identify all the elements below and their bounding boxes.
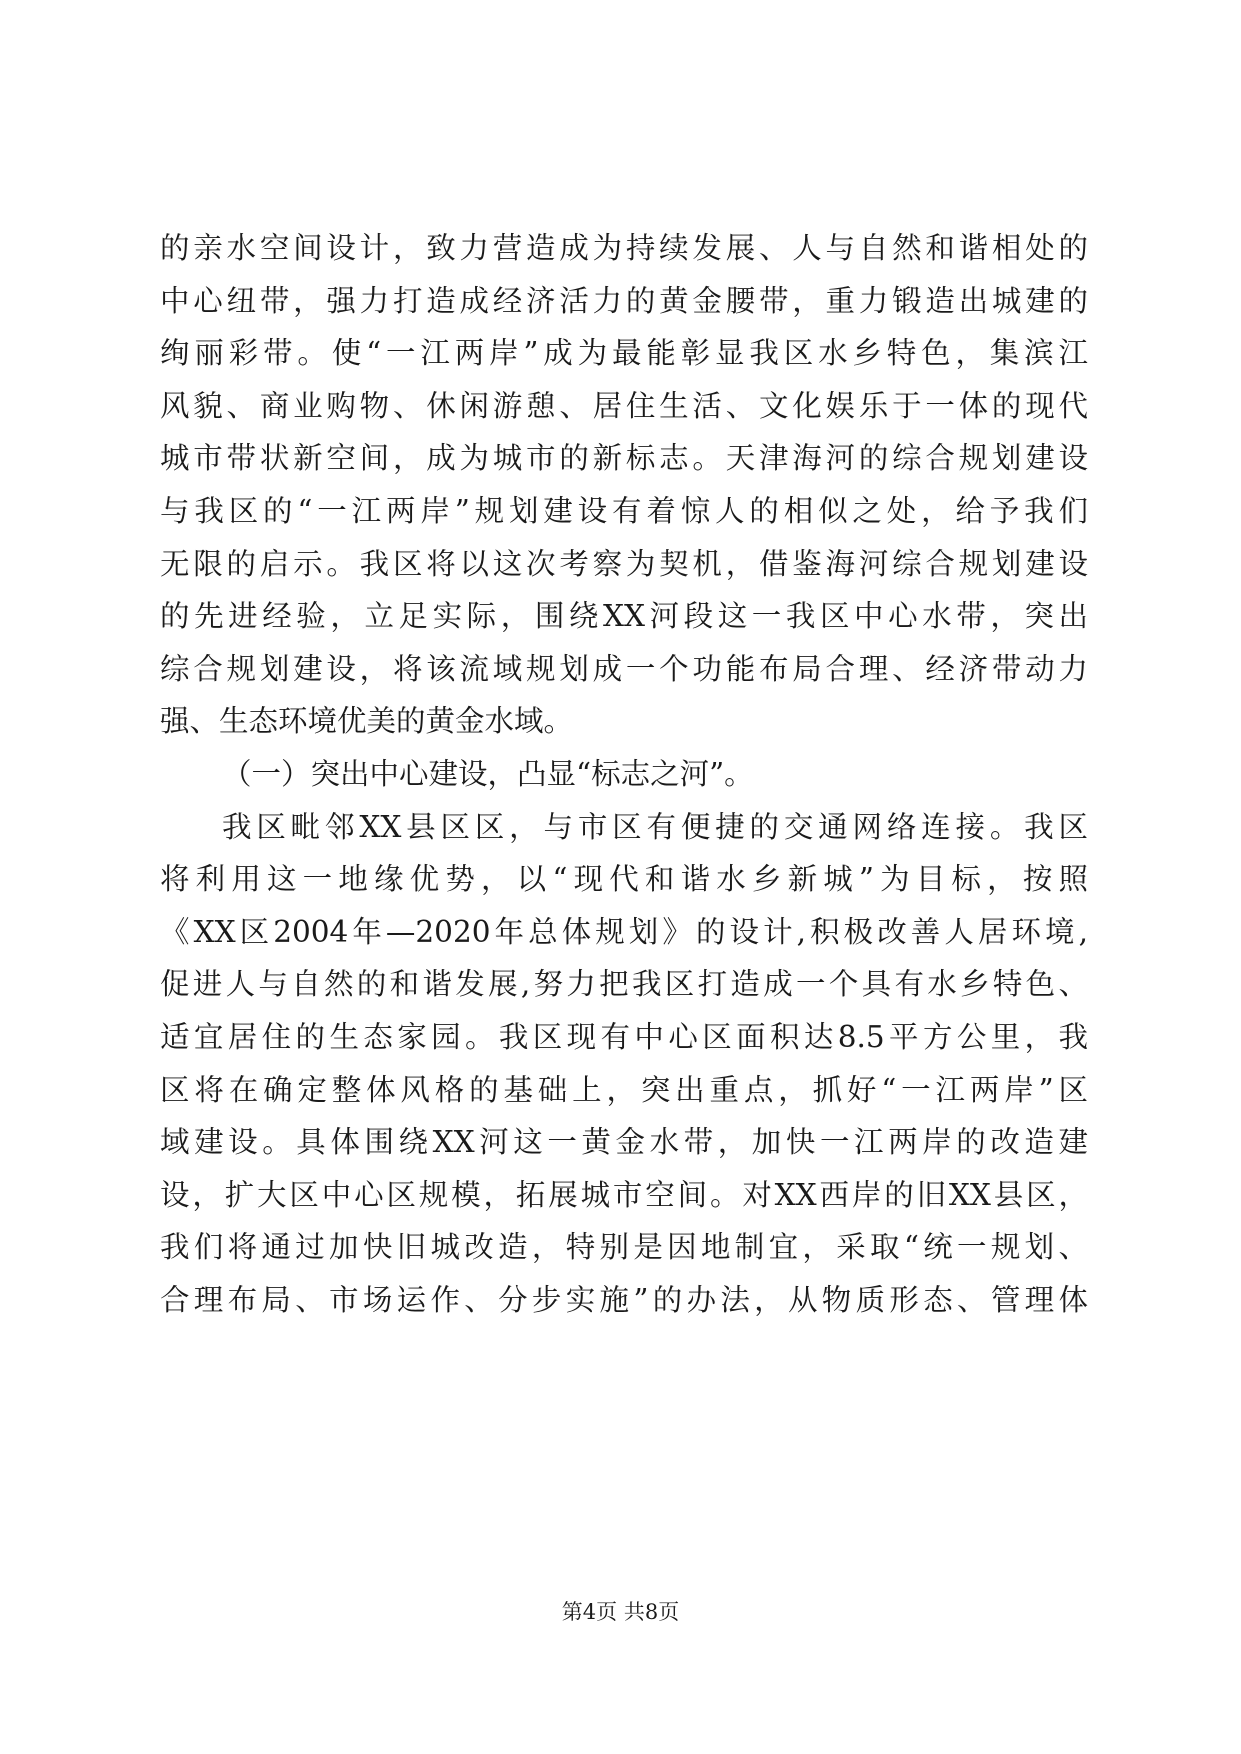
text-line: 域建设。具体围绕XX河这一黄金水带，加快一江两岸的改造建 (160, 1125, 1088, 1160)
text-line: 城市带状新空间，成为城市的新标志。天津海河的综合规划建设 (160, 441, 1088, 476)
text-line: 绚丽彩带。使“一江两岸”成为最能彰显我区水乡特色，集滨江 (160, 336, 1088, 371)
text-line: 中心纽带，强力打造成经济活力的黄金腰带，重力锻造出城建的 (160, 283, 1088, 318)
text-line: 的亲水空间设计，致力营造成为持续发展、人与自然和谐相处的 (160, 231, 1088, 265)
text-line: 的先进经验，立足实际，围绕XX河段这一我区中心水带，突出 (160, 599, 1088, 634)
text-line: 设，扩大区中心区规模，拓展城市空间。对XX西岸的旧XX县区， (160, 1177, 1088, 1212)
text-line: 无限的启示。我区将以这次考察为契机，借鉴海河综合规划建设 (160, 546, 1088, 581)
page-footer: 第4页 共8页 (561, 1600, 680, 1624)
body-text (160, 222, 1088, 1326)
text-line: 综合规划建设，将该流域规划成一个功能布局合理、经济带动力 (160, 651, 1088, 686)
text-line: 风貌、商业购物、休闲游憩、居住生活、文化娱乐于一体的现代 (160, 388, 1088, 423)
text-line: 强、生态环境优美的黄金水域。 (160, 704, 574, 739)
text-line: 促进人与自然的和谐发展,努力把我区打造成一个具有水乡特色、 (160, 967, 1088, 1002)
text-line: 区将在确定整体风格的基础上，突出重点，抓好“一江两岸”区 (160, 1072, 1088, 1107)
text-line: 我们将通过加快旧城改造，特别是因地制宜，采取“统一规划、 (160, 1230, 1088, 1265)
section-heading: （一）突出中心建设，凸显“标志之河”。 (222, 756, 754, 791)
text-line: 《XX区2004年—2020年总体规划》的设计,积极改善人居环境, (160, 914, 1088, 949)
text-line: 将利用这一地缘优势，以“现代和谐水乡新城”为目标，按照 (160, 862, 1088, 897)
text-line: 我区毗邻XX县区区，与市区有便捷的交通网络连接。我区 (222, 809, 1088, 844)
text-line: 与我区的“一江两岸”规划建设有着惊人的相似之处，给予我们 (160, 493, 1088, 528)
text-line: 适宜居住的生态家园。我区现有中心区面积达8.5平方公里，我 (160, 1019, 1088, 1054)
text-line: 合理布局、市场运作、分步实施”的办法，从物质形态、管理体 (160, 1282, 1088, 1317)
